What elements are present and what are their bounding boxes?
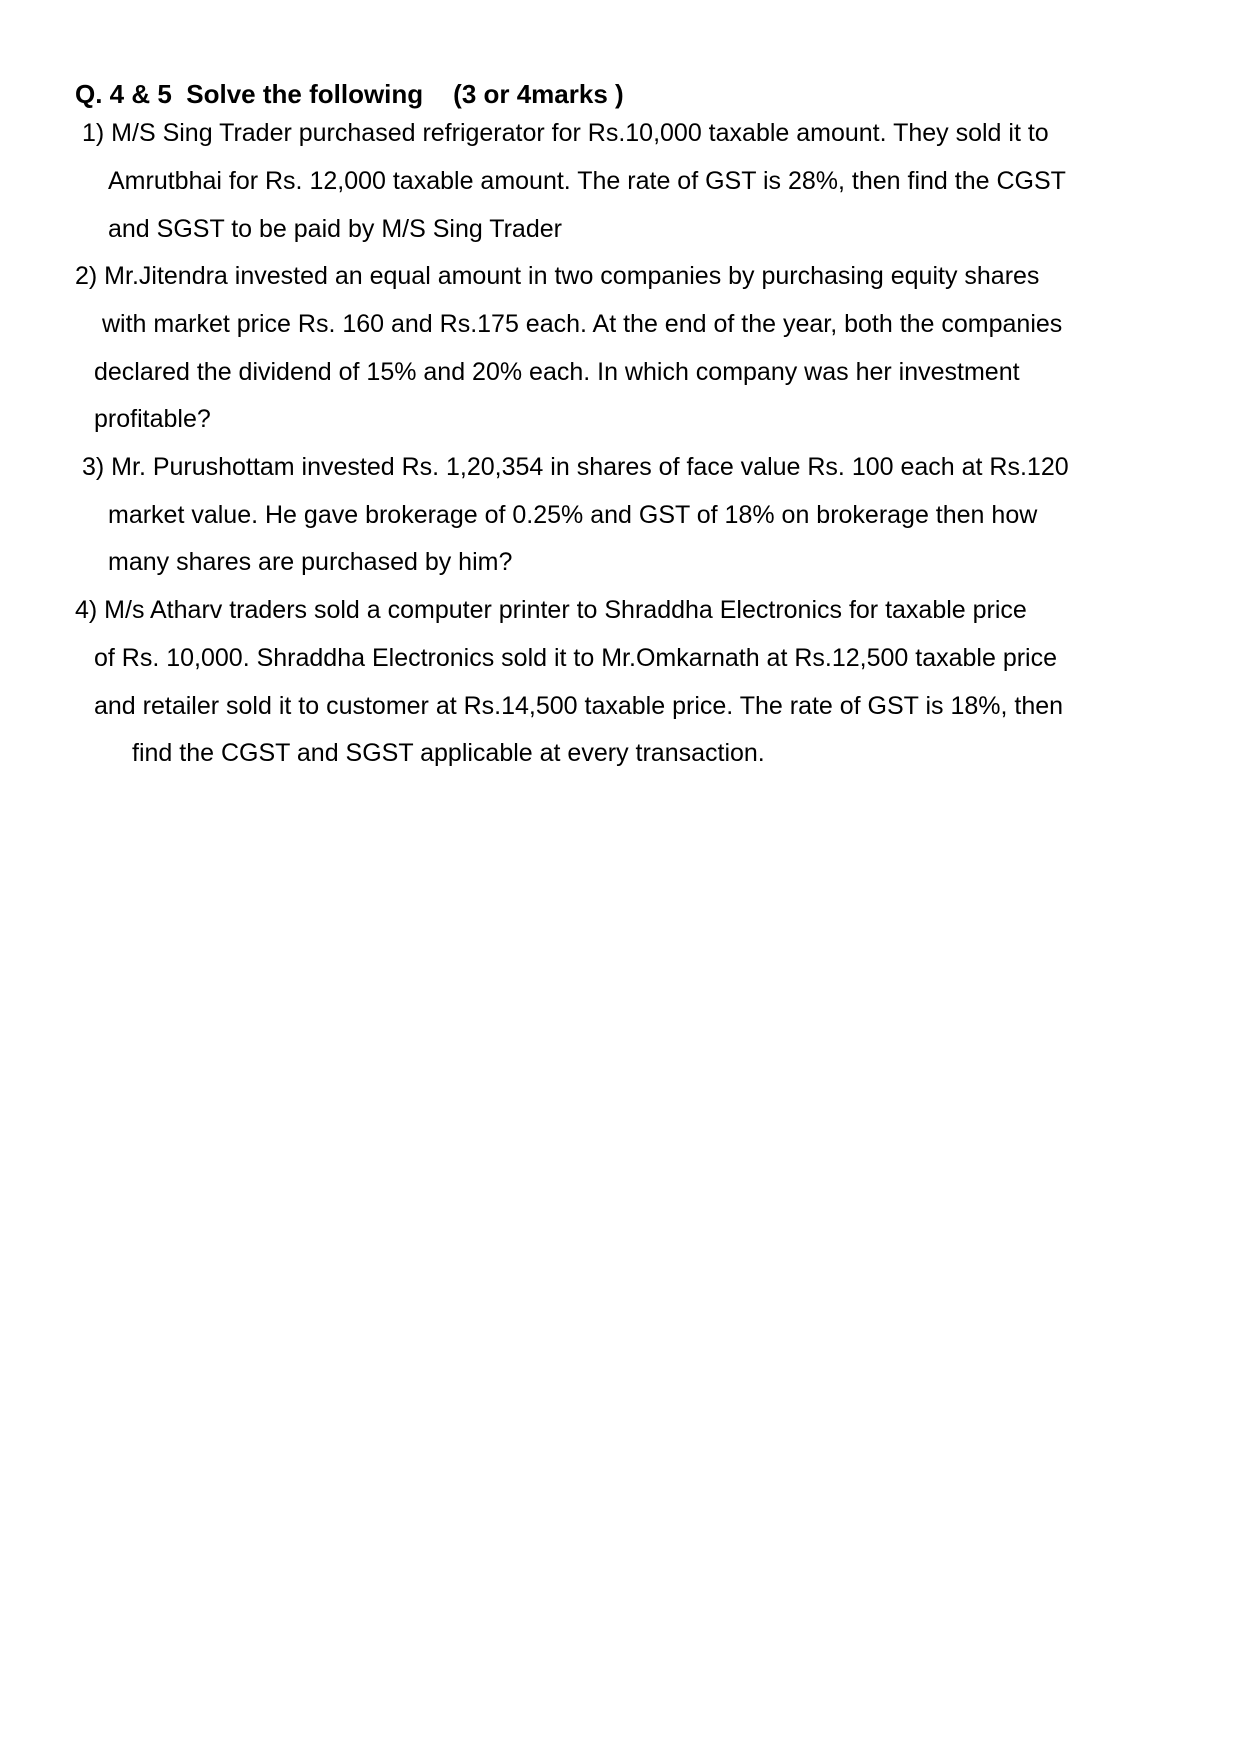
question-3-line-3: many shares are purchased by him? [108,548,513,576]
question-4-line-3: and retailer sold it to customer at Rs.14,500 taxable price. The rate of GST is 18%, then [94,692,1064,720]
heading-title: Q. 4 & 5 Solve the following [75,79,424,109]
question-4-line-2: of Rs. 10,000. Shraddha Electronics sold it to Mr.Omkarnath at Rs.12,500 taxable price [94,644,1058,672]
question-2-line-4: profitable? [94,405,211,433]
question-2-line-2: with market price Rs. 160 and Rs.175 each. At the end of the year, both the companies [102,310,1063,338]
question-4-line-4: find the CGST and SGST applicable at every transaction. [132,739,765,767]
section-heading [75,74,624,114]
question-1-line-1: 1) M/S Sing Trader purchased refrigerator for Rs.10,000 taxable amount. They sold it to [82,119,1049,147]
question-1-line-3: and SGST to be paid by M/S Sing Trader [108,215,562,243]
heading-marks: (3 or 4marks ) [453,79,624,109]
question-4-line-1: 4) M/s Atharv traders sold a computer printer to Shraddha Electronics for taxable price [75,596,1027,624]
question-2-line-1: 2) Mr.Jitendra invested an equal amount in two companies by purchasing equity shares [75,262,1040,290]
question-1-line-2: Amrutbhai for Rs. 12,000 taxable amount. The rate of GST is 28%, then find the CGST [108,167,1066,195]
question-2-line-3: declared the dividend of 15% and 20% each. In which company was her investment [94,358,1020,386]
question-3-line-2: market value. He gave brokerage of 0.25% and GST of 18% on brokerage then how [108,501,1038,529]
question-3-line-1: 3) Mr. Purushottam invested Rs. 1,20,354 in shares of face value Rs. 100 each at Rs.120 [82,453,1069,481]
